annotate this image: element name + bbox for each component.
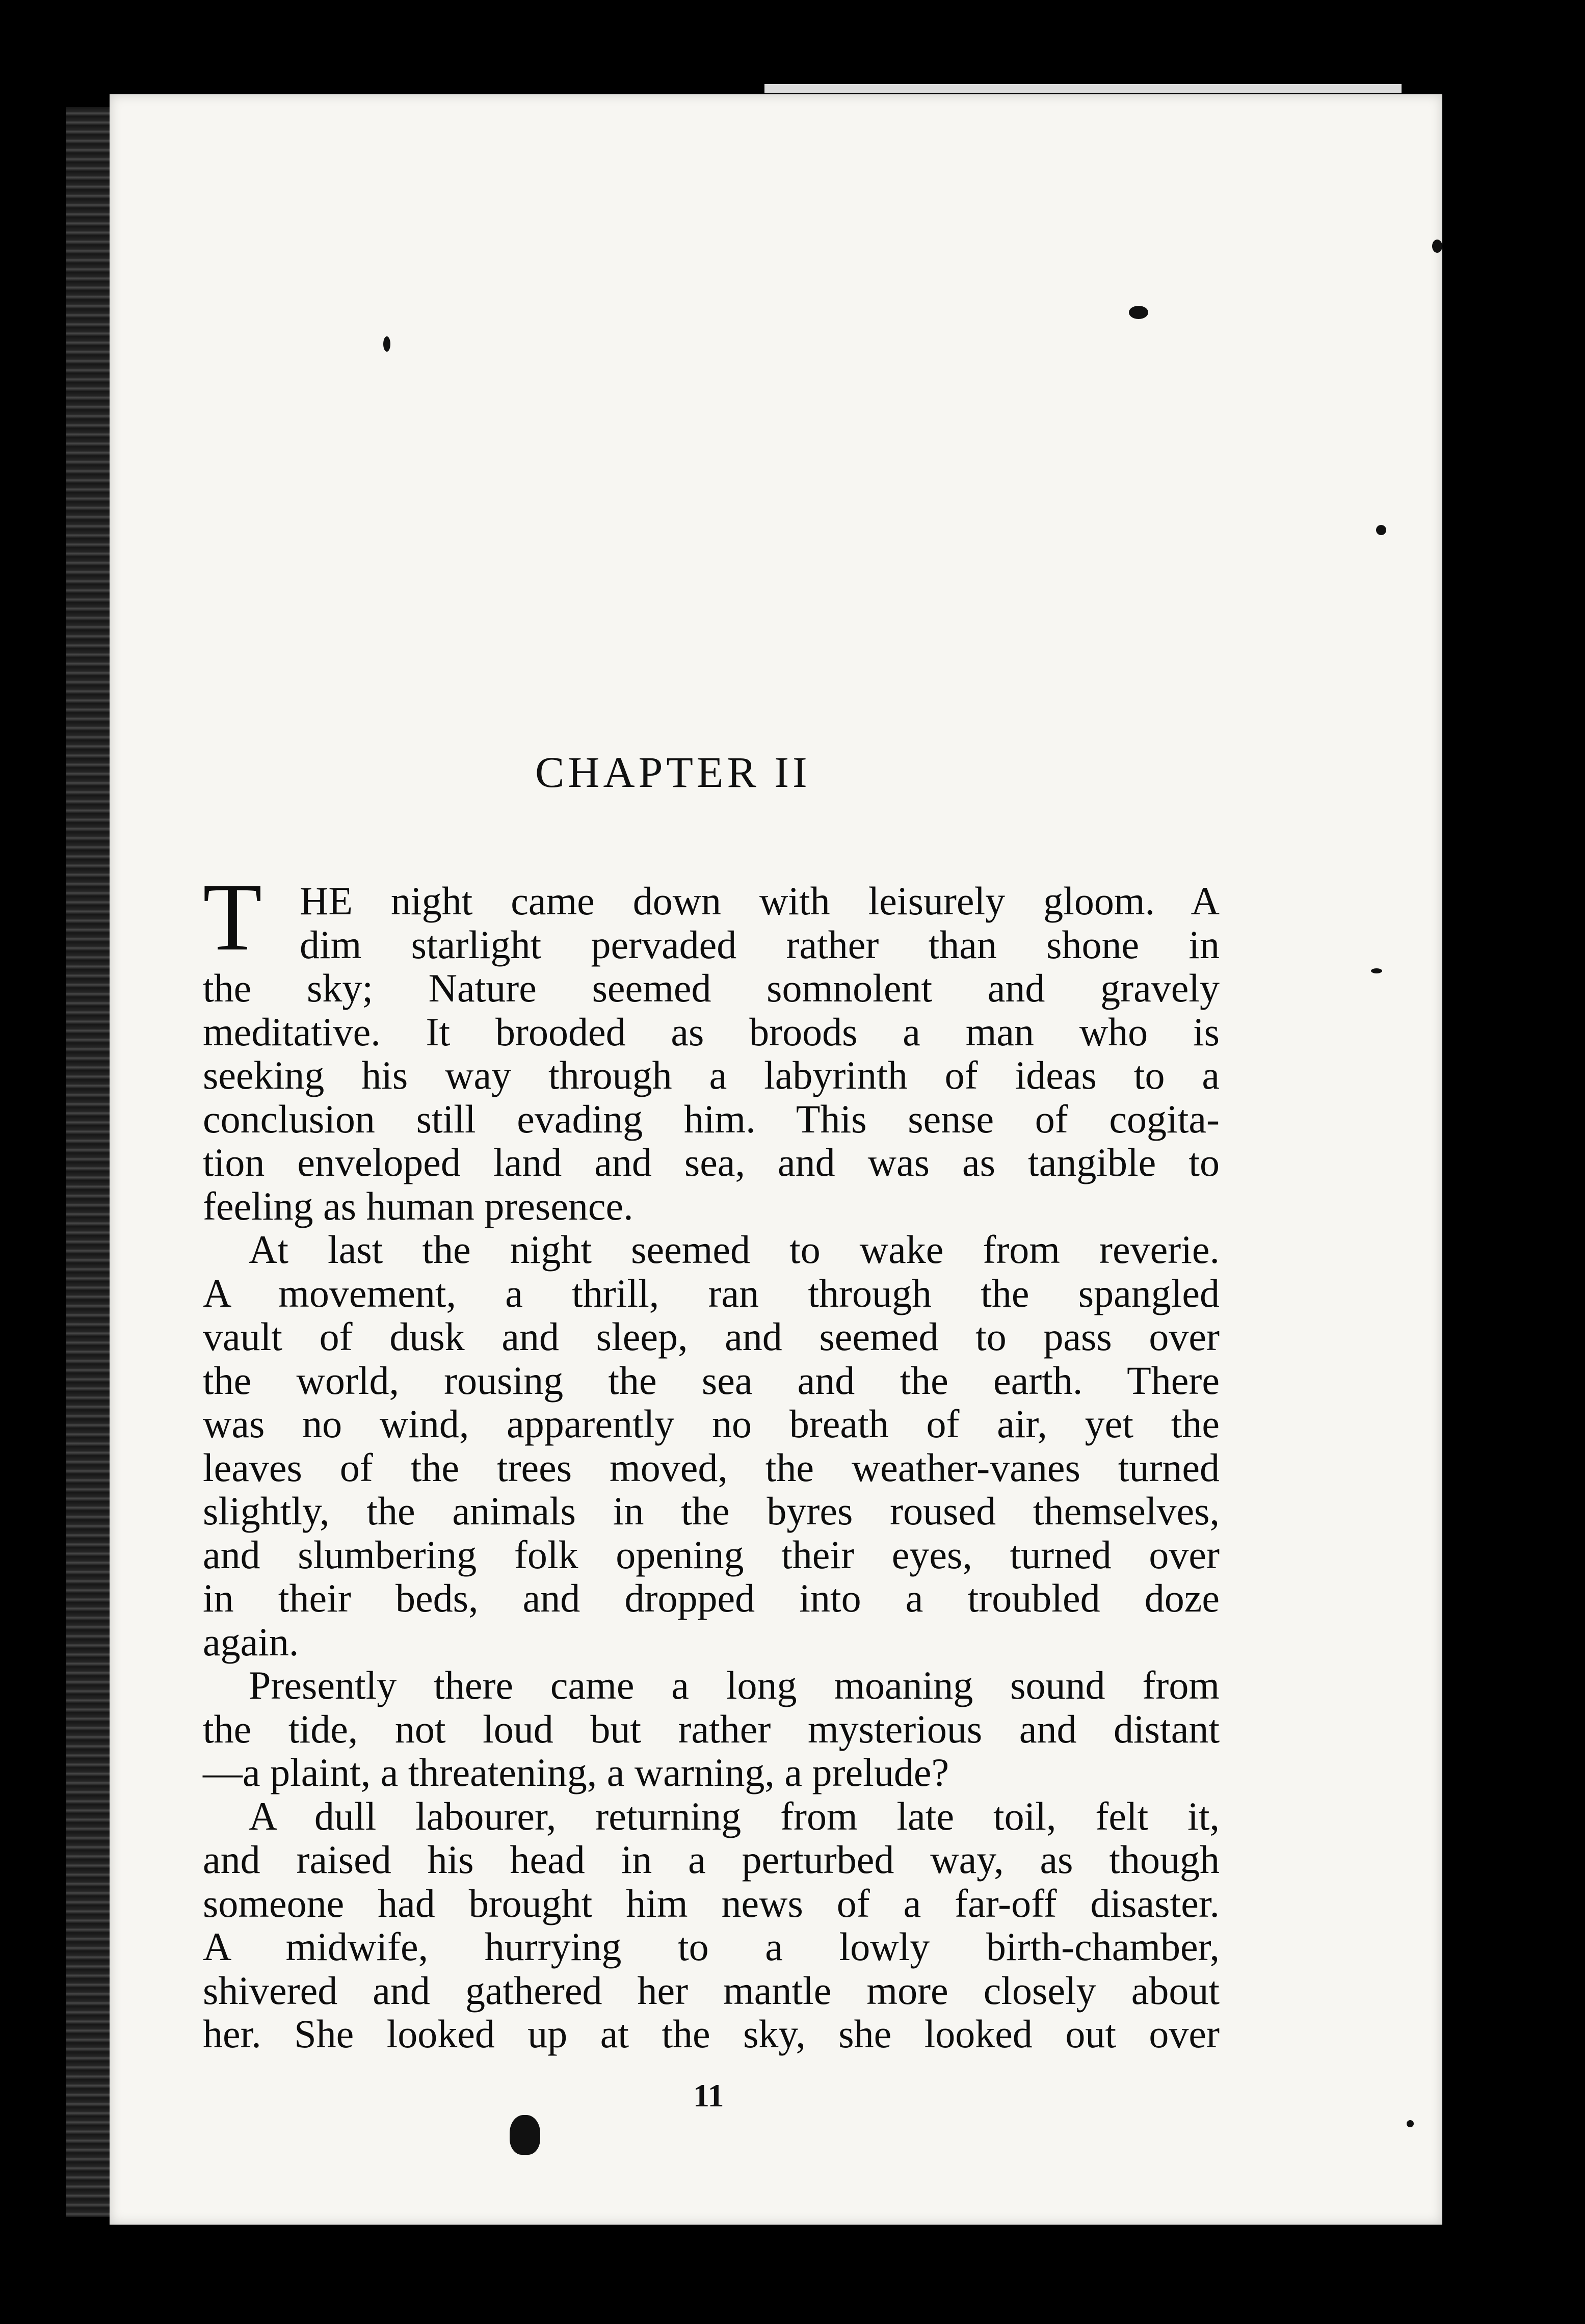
book-spine-edge — [66, 107, 110, 2217]
scan-speck — [1432, 240, 1442, 253]
text-line: A dull labourer, returning from late toil, felt it, — [249, 1793, 1220, 1838]
text-line: the world, rousing the sea and the earth. There — [203, 1358, 1220, 1403]
text-line: and raised his head in a perturbed way, as though — [203, 1837, 1220, 1882]
page-number: 11 — [693, 2077, 724, 2114]
scan-speck — [510, 2115, 540, 2155]
text-line: A movement, a thrill, ran through the spangled — [203, 1271, 1220, 1315]
text-line: HE night came down with leisurely gloom. A — [300, 879, 1220, 923]
scan-speck — [1129, 306, 1148, 319]
text-line: —a plaint, a threatening, a warning, a prelude? — [203, 1750, 949, 1794]
text-line: someone had brought him news of a far-off disaster. — [203, 1881, 1220, 1925]
text-line: Presently there came a long moaning sound from — [249, 1663, 1220, 1707]
chapter-heading: CHAPTER II — [535, 748, 811, 797]
chapter-body-text — [203, 879, 1220, 2056]
text-line: in their beds, and dropped into a troubled doze — [203, 1576, 1220, 1620]
text-line: again. — [203, 1619, 299, 1664]
text-line: her. She looked up at the sky, she looked out over — [203, 2012, 1220, 2056]
text-line: feeling as human presence. — [203, 1183, 633, 1228]
page-top-edge — [764, 84, 1402, 93]
text-line: At last the night seemed to wake from reverie. — [249, 1227, 1220, 1272]
text-line: seeking his way through a labyrinth of ideas to a — [203, 1053, 1220, 1097]
text-line: the tide, not loud but rather mysterious and distant — [203, 1706, 1220, 1751]
scan-speck — [1371, 968, 1382, 973]
drop-cap: T — [203, 864, 262, 971]
text-line: the sky; Nature seemed somnolent and gravely — [203, 966, 1220, 1010]
text-line: tion enveloped land and sea, and was as tangible to — [203, 1140, 1220, 1184]
text-line: conclusion still evading him. This sense of cogita- — [203, 1096, 1220, 1141]
text-line: A midwife, hurrying to a lowly birth-chamber, — [203, 1924, 1220, 1969]
text-line: meditative. It brooded as broods a man who is — [203, 1009, 1220, 1054]
text-line: leaves of the trees moved, the weather-vanes turned — [203, 1445, 1220, 1490]
text-line: dim starlight pervaded rather than shone in — [300, 922, 1220, 967]
text-line: slightly, the animals in the byres roused themselves, — [203, 1489, 1220, 1533]
scan-speck — [383, 336, 390, 352]
text-line: shivered and gathered her mantle more closely about — [203, 1968, 1220, 2013]
scan-speck — [1376, 525, 1386, 535]
text-line: was no wind, apparently no breath of air, yet the — [203, 1402, 1220, 1446]
scan-speck — [1407, 2120, 1414, 2127]
text-line: vault of dusk and sleep, and seemed to pass over — [203, 1314, 1220, 1359]
text-line: and slumbering folk opening their eyes, turned over — [203, 1532, 1220, 1577]
